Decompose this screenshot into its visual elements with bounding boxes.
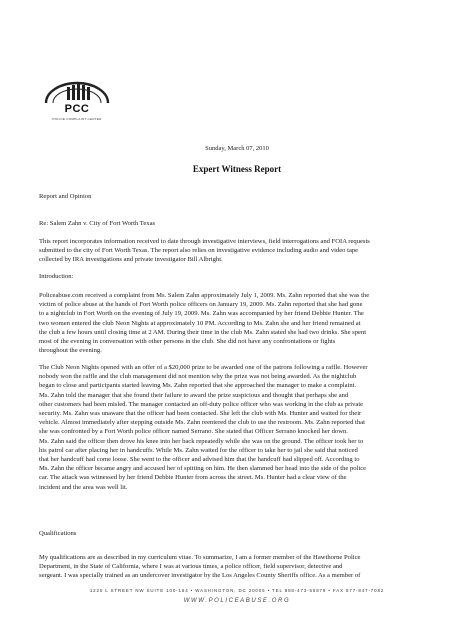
text-line: Ms. Zahn the officer became angry and accused her of spitting on him. He then slammed her head into the side of the police (39, 465, 367, 473)
text-line: car. The attack was witnessed by her friend Debbie Hunter from across the street. Ms. Hunter had a clear view of the (39, 474, 347, 482)
pcc-arc-icon (40, 79, 114, 105)
text-line: other customers had been misled. The manager contacted an off-duty police officer who was working in the club as private (39, 400, 364, 408)
text-line: Ms. Zahn told the manager that she found their failure to award the prize suspicious and thought that perhaps she and (39, 391, 349, 399)
text-line: This report incorporates information received to date through investigative interviews, field interrogations and FOIA requests (39, 238, 370, 245)
section-heading-report: Report and Opinion (39, 193, 92, 200)
re-line: Re: Salem Zahn v. City of Fort Worth Texas (39, 220, 156, 227)
text-line: throughout the evening. (39, 347, 102, 355)
text-line: began to close and participants started leaving Ms. Zahn reported that she approached the manager to make a complaint. (39, 382, 357, 390)
text-line: The Club Neon Nights opened with an offer of a $20,000 prize to be awarded one of the patrons following a raffle. However (39, 364, 368, 371)
pcc-logo (40, 79, 114, 125)
text-line: My qualifications are as described in my curriculum vitae. To summarize, I am a former member of the Hawthorne Police (39, 554, 361, 561)
paragraph-1 (39, 291, 445, 355)
text-line: collected by IRA investigations and private investigator Bill Albright. (39, 256, 223, 264)
qualifications-heading: Qualifications (39, 530, 77, 537)
text-line: security. Ms. Zahn was unaware that the officer had been contacted. She left the club with Ms. Hunter and waited for their (39, 410, 362, 418)
text-line: the club a few hours until closing time at 2 AM. During their time in the club Ms. Zahn stated she had two drinks. She spent (39, 328, 367, 336)
text-line: Department, in the State of California, where I was at various times, a police officer, field supervisor, detective and (39, 563, 343, 571)
logo-subtext: POLICE COMPLAINT CENTER (52, 117, 102, 121)
paragraph-2 (39, 363, 445, 492)
logo-text: PCC (64, 103, 90, 115)
introduction-heading: Introduction: (39, 273, 74, 280)
paragraph-3 (39, 553, 445, 581)
text-line: sergeant. I was specially trained as an undercover investigator by the Los Angeles County Sheriffs office. As a member of (39, 572, 361, 580)
text-line: submitted to the city of Fort Worth Texas. The report also relies on investigative evidence including audio and video tape (39, 247, 359, 255)
text-line: nobody won the raffle and the club management did not mention why the prize was not being awarded. As the nightclub (39, 373, 357, 381)
report-title: Expert Witness Report (192, 164, 282, 174)
text-line: his patrol car after placing her in handcuffs. While Ms. Zahn waited for the officer to take her to jail she said that noticed (39, 446, 358, 454)
text-line: victim of police abuse at the hands of Fort Worth police officers on January 19, 2009. Ms. Zahn reported that she had gone (39, 301, 363, 309)
intro-paragraph (39, 237, 445, 265)
text-line: that her handcuff had come loose. She went to the officer and advised him that the handcuff had slipped off. According to (39, 456, 360, 464)
text-line: incident and the area was well lit. (39, 483, 128, 491)
text-line: vehicle. Almost immediately after stepping outside Ms. Zahn reentered the club to use the restroom. Ms. Zahn reported that (39, 419, 365, 427)
footer-website-link[interactable]: WWW.POLICEABUSE.ORG (183, 598, 291, 604)
text-line: Policeabuse.com received a complaint from Ms. Salem Zahn approximately July 1, 2009. Ms. Zahn reported that she was the (39, 292, 370, 299)
text-line: Ms. Zahn said the officer then drove his knee into her back repeatedly while she was on the ground. The officer took her to (39, 437, 364, 445)
text-line: to a nightclub in Fort Worth on the evening of July 19, 2009. Ms. Zahn was accompanied by her friend Debbie Hunter. The (39, 310, 364, 318)
text-line: most of the evening in conversation with other persons in the club. She did not have any confrontations or fights (39, 338, 336, 346)
text-line: two women entered the club Neon Nights at approximately 10 PM. According to Ms. Zahn she and her friend remained at (39, 319, 361, 327)
footer-address: 1220 L STREET NW SUITE 100-164 • WASHINGTON, DC 20005 • TEL 888-473-55879 • FAX 877-847-7082 (89, 588, 385, 593)
text-line: she was confronted by a Fort Worth police officer named Serrano. She stated that Officer Serrano knocked her down. (39, 428, 348, 436)
report-date: Sunday, March 07, 2010 (205, 145, 269, 152)
